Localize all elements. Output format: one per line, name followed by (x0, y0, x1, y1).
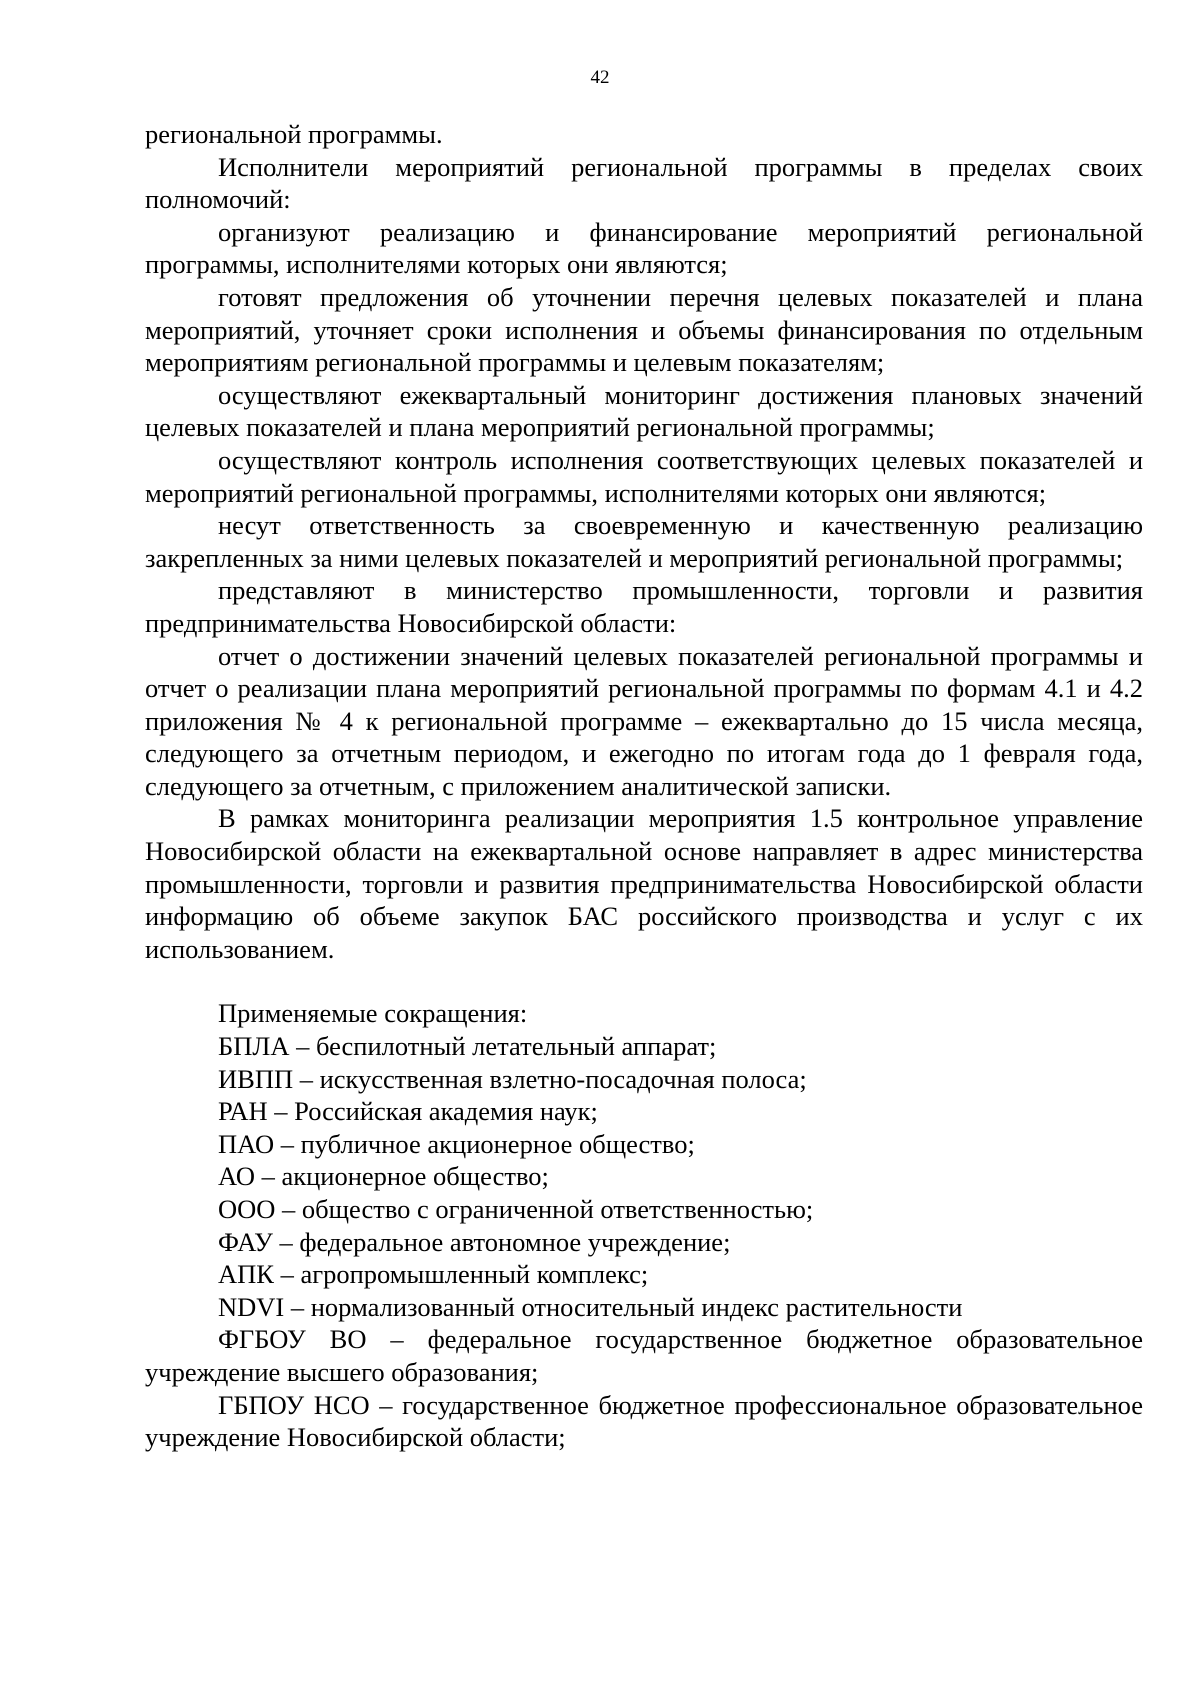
abbreviation-item: ИВПП – искусственная взлетно-посадочная полоса; (218, 1063, 807, 1094)
abbreviation-item: ФГБОУ ВО – федеральное государственное бюджетное образовательное учреждение высшего образования; (145, 1324, 1143, 1387)
abbreviation-item: БПЛА – беспилотный летательный аппарат; (218, 1031, 717, 1062)
page-number: 42 (590, 67, 610, 88)
paragraph: организуют реализацию и финансирование мероприятий региональной программы, исполнителями которых они являются; (145, 216, 1143, 280)
section-spacer (145, 965, 1143, 997)
abbreviation-item: ООО – общество с ограниченной ответственностью; (218, 1194, 814, 1224)
paragraph: представляют в министерство промышленности, торговли и развития предпринимательства Новосибирской области: (145, 575, 1143, 638)
abbreviation-item: NDVI – нормализованный относительный индекс растительности (218, 1291, 963, 1322)
abbreviation-item: ФАУ – федеральное автономное учреждение; (218, 1226, 731, 1257)
abbreviation-item: ГБПОУ НСО – государственное бюджетное профессиональное образовательное учреждение Новосибирской области; (145, 1389, 1143, 1453)
abbreviation-item: РАН – Российская академия наук; (218, 1096, 598, 1127)
paragraph: осуществляют ежеквартальный мониторинг достижения плановых значений целевых показателей и плана мероприятий региональной программы; (145, 379, 1143, 443)
document-body (145, 118, 1143, 1454)
abbreviations-heading: Применяемые сокращения: (218, 998, 528, 1029)
paragraph: осуществляют контроль исполнения соответствующих целевых показателей и мероприятий региональной программы, исполнителями которых они являются; (145, 444, 1143, 508)
paragraph: Исполнители мероприятий региональной программы в пределах своих полномочий: (145, 151, 1143, 215)
paragraph: региональной программы. (145, 119, 443, 149)
paragraph: отчет о достижении значений целевых показателей региональной программы и отчет о реализации плана мероприятий региональной программы по формам 4.1 и 4.2 приложения № 4 к региональной программе – ежеквартально до 15 числа месяца, следующего за отчетным периодом, и ежегодно по итогам года до 1 февраля года, следующего за отчетным, с приложением аналитической записки. (145, 640, 1143, 801)
paragraph: В рамках мониторинга реализации мероприятия 1.5 контрольное управление Новосибирской области на ежеквартальной основе направляет в адрес министерства промышленности, торговли и развития предпринимательства Новосибирской области информацию об объеме закупок БАС российского производства и услуг с их использованием. (145, 803, 1143, 964)
paragraph: несут ответственность за своевременную и качественную реализацию закрепленных за ними целевых показателей и мероприятий региональной программы; (145, 510, 1143, 573)
abbreviation-item: ПАО – публичное акционерное общество; (218, 1128, 695, 1159)
paragraph: готовят предложения об уточнении перечня целевых показателей и плана мероприятий, уточняет сроки исполнения и объемы финансирования по отдельным мероприятиям региональной программы и целевым показателям; (145, 281, 1143, 378)
abbreviation-item: АО – акционерное общество; (218, 1161, 549, 1192)
abbreviation-item: АПК – агропромышленный комплекс; (218, 1259, 649, 1290)
abbreviations-list (145, 1030, 1143, 1454)
